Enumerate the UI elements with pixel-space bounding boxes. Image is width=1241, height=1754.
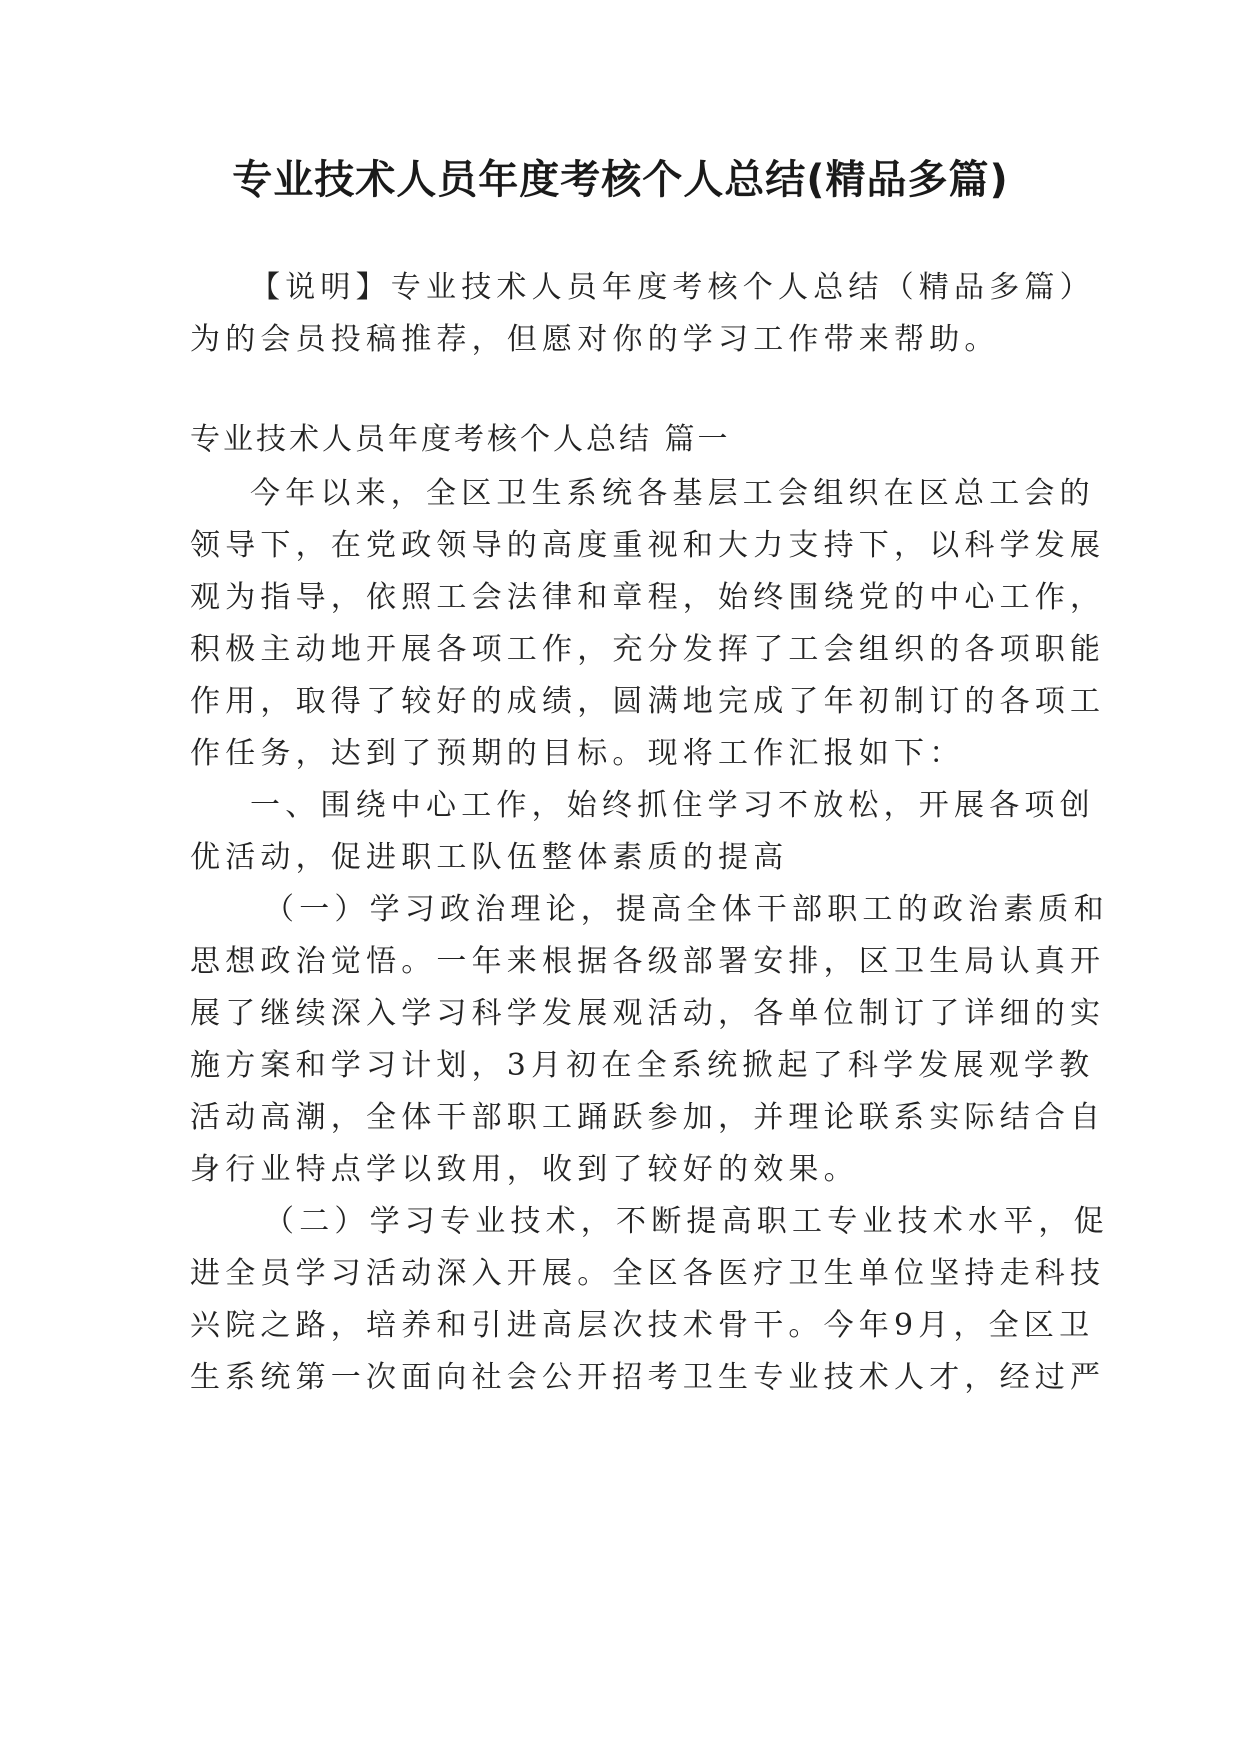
body-line: （二）学习专业技术，不断提高职工专业技术水平，促 (264, 1204, 1109, 1239)
body-line: 兴院之路，培养和引进高层次技术骨干。今年9月，全区卫 (190, 1308, 1095, 1343)
document-title: 专业技术人员年度考核个人总结(精品多篇) (232, 157, 1009, 203)
body-line: 作用，取得了较好的成绩，圆满地完成了年初制订的各项工 (190, 684, 1106, 719)
body-line: 进全员学习活动深入开展。全区各医疗卫生单位坚持走科技 (190, 1256, 1106, 1291)
body-line: 生系统第一次面向社会公开招考卫生专业技术人才，经过严 (190, 1360, 1106, 1395)
body-line: 领导下，在党政领导的高度重视和大力支持下，以科学发展 (190, 528, 1106, 563)
body-line: 作任务，达到了预期的目标。现将工作汇报如下： (190, 736, 965, 771)
body-line: 一、围绕中心工作，始终抓住学习不放松，开展各项创 (250, 788, 1095, 823)
section-heading: 专业技术人员年度考核个人总结 篇一 (190, 422, 731, 457)
body-line: （一）学习政治理论，提高全体干部职工的政治素质和 (264, 892, 1109, 927)
body-line: 优活动，促进职工队伍整体素质的提高 (190, 840, 789, 875)
body-line: 活动高潮，全体干部职工踊跃参加，并理论联系实际结合自 (190, 1100, 1106, 1135)
body-line: 施方案和学习计划，3月初在全系统掀起了科学发展观学教 (190, 1048, 1095, 1083)
body-line: 思想政治觉悟。一年来根据各级部署安排，区卫生局认真开 (190, 944, 1106, 979)
intro-line: 为的会员投稿推荐，但愿对你的学习工作带来帮助。 (190, 322, 1000, 357)
body-line: 观为指导，依照工会法律和章程，始终围绕党的中心工作， (190, 580, 1106, 615)
body-line: 身行业特点学以致用，收到了较好的效果。 (190, 1152, 859, 1187)
body-line: 展了继续深入学习科学发展观活动，各单位制订了详细的实 (190, 996, 1106, 1031)
body-line: 今年以来，全区卫生系统各基层工会组织在区总工会的 (250, 476, 1095, 511)
intro-line: 【说明】专业技术人员年度考核个人总结（精品多篇） (250, 270, 1095, 305)
body-line: 积极主动地开展各项工作，充分发挥了工会组织的各项职能 (190, 632, 1106, 667)
